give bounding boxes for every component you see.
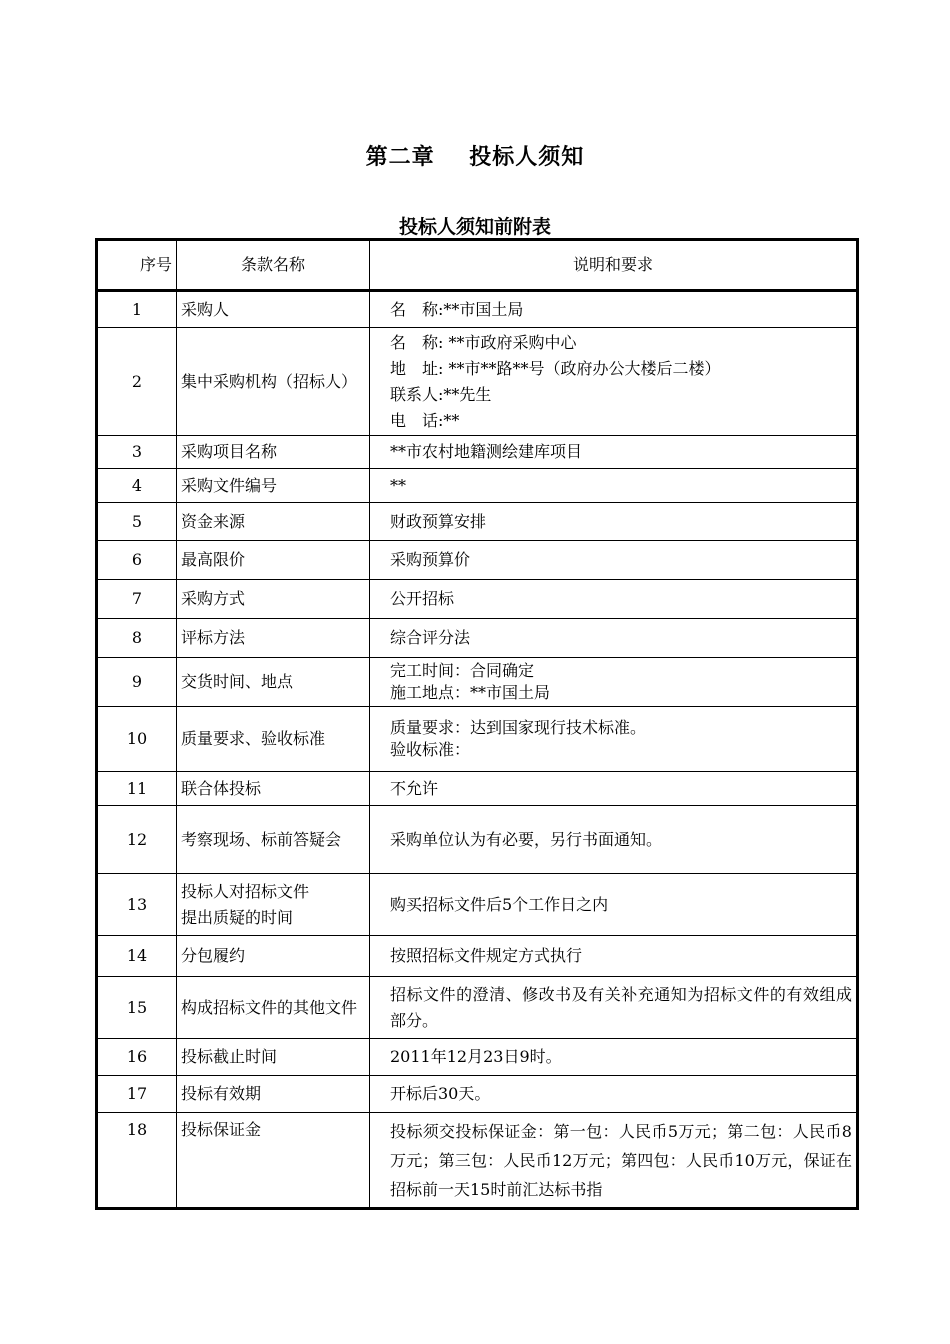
- description-line: 采购单位认为有必要，另行书面通知。: [390, 829, 663, 849]
- clause-description: [370, 806, 858, 874]
- description-line: 综合评分法: [390, 628, 471, 647]
- clause-name: 分包履约: [177, 936, 370, 977]
- clause-name: 采购项目名称: [177, 436, 370, 469]
- clause-name-line: 提出质疑的时间: [181, 907, 294, 927]
- row-number: 11: [97, 772, 177, 806]
- clause-description: [370, 1076, 858, 1113]
- description-line: 购买招标文件后5个工作日之内: [390, 894, 609, 914]
- description-text: 投标须交投标保证金：第一包：人民币5万元；第二包：人民币8万元；第三包：人民币12万元；第四包：人民币10万元，保证在招标前一天15时前汇达标书指: [390, 1122, 852, 1199]
- table-row: [97, 469, 858, 503]
- bidder-instructions-table: [95, 238, 859, 1210]
- clause-name: 采购方式: [177, 580, 370, 619]
- clause-name: 采购文件编号: [177, 469, 370, 503]
- row-number: 12: [97, 806, 177, 874]
- row-number: 17: [97, 1076, 177, 1113]
- row-number: 5: [97, 503, 177, 541]
- row-number: 15: [97, 977, 177, 1039]
- clause-description: [370, 328, 858, 436]
- clause-name-text: 集中采购机构（招标人）: [181, 371, 358, 391]
- table-row: [97, 1076, 858, 1113]
- clause-name: 采购人: [177, 291, 370, 328]
- description-line: 不允许: [390, 778, 439, 798]
- row-number: 4: [97, 469, 177, 503]
- table-row: [97, 436, 858, 469]
- description-line: 名 称: **市政府采购中心: [390, 332, 577, 352]
- clause-name: [177, 874, 370, 936]
- row-number: 14: [97, 936, 177, 977]
- clause-name: [177, 977, 370, 1039]
- header-no: 序号: [97, 240, 177, 291]
- table-row: [97, 772, 858, 806]
- row-number: 8: [97, 619, 177, 658]
- row-number: 10: [97, 707, 177, 772]
- description-line: 开标后30天。: [390, 1084, 491, 1103]
- clause-description: [370, 1113, 858, 1209]
- table-row: [97, 874, 858, 936]
- clause-description: [370, 469, 858, 503]
- description-line: 联系人:**先生: [390, 384, 492, 404]
- table-row: [97, 328, 858, 436]
- clause-name: 资金来源: [177, 503, 370, 541]
- clause-name-text: 考察现场、标前答疑会: [181, 829, 342, 849]
- clause-name: 投标有效期: [177, 1076, 370, 1113]
- header-desc: 说明和要求: [370, 240, 858, 291]
- description-line: 地 址: **市**路**号（政府办公大楼后二楼）: [390, 358, 721, 378]
- clause-description: [370, 541, 858, 580]
- header-name: 条款名称: [177, 240, 370, 291]
- description-line: 公开招标: [390, 589, 455, 608]
- clause-description: [370, 658, 858, 707]
- table-row: [97, 1039, 858, 1076]
- row-number: 16: [97, 1039, 177, 1076]
- row-number: 9: [97, 658, 177, 707]
- table-row: [97, 619, 858, 658]
- clause-description: [370, 707, 858, 772]
- table-row: [97, 291, 858, 328]
- description-line: 名 称:**市国土局: [390, 299, 524, 319]
- table-row: [97, 1113, 858, 1209]
- clause-name: 评标方法: [177, 619, 370, 658]
- chapter-title: 第二章 投标人须知: [365, 145, 585, 170]
- table-row: [97, 977, 858, 1039]
- description-line: 2011年12月23日9时。: [390, 1047, 562, 1066]
- table-row: [97, 936, 858, 977]
- clause-description: [370, 936, 858, 977]
- clause-description: [370, 436, 858, 469]
- description-line: 采购预算价: [390, 550, 471, 569]
- clause-description: [370, 503, 858, 541]
- row-number: 7: [97, 580, 177, 619]
- description-line: 完工时间：合同确定: [390, 661, 535, 680]
- description-line: **: [390, 475, 406, 495]
- row-number: 18: [97, 1113, 177, 1209]
- table-row: [97, 541, 858, 580]
- clause-name: [177, 328, 370, 436]
- clause-description: [370, 772, 858, 806]
- row-number: 13: [97, 874, 177, 936]
- clause-description: [370, 977, 858, 1039]
- clause-description: [370, 580, 858, 619]
- description-line: 电 话:**: [390, 410, 460, 430]
- table-row: [97, 580, 858, 619]
- row-number: 2: [97, 328, 177, 436]
- description-line: **市农村地籍测绘建库项目: [390, 442, 583, 461]
- clause-name: 交货时间、地点: [177, 658, 370, 707]
- table-header-row: [97, 240, 858, 291]
- description-line: 按照招标文件规定方式执行: [390, 946, 583, 965]
- row-number: 3: [97, 436, 177, 469]
- row-number: 6: [97, 541, 177, 580]
- description-line: 施工地点：**市国土局: [390, 683, 551, 702]
- description-line: 验收标准：: [390, 740, 471, 759]
- clause-name: 最高限价: [177, 541, 370, 580]
- table-row: [97, 707, 858, 772]
- clause-description: [370, 291, 858, 328]
- table-title: 投标人须知前附表: [398, 216, 551, 238]
- description-line: 财政预算安排: [390, 511, 487, 531]
- clause-name: 质量要求、验收标准: [177, 707, 370, 772]
- table-row: [97, 806, 858, 874]
- clause-name-line: 投标人对招标文件: [181, 881, 310, 901]
- clause-name-text: 构成招标文件的其他文件: [181, 997, 358, 1017]
- clause-description: [370, 1039, 858, 1076]
- clause-name: [177, 806, 370, 874]
- clause-name: 投标保证金: [177, 1113, 370, 1209]
- row-number: 1: [97, 291, 177, 328]
- clause-name: 联合体投标: [177, 772, 370, 806]
- description-text: 招标文件的澄清、修改书及有关补充通知为招标文件的有效组成部分。: [390, 984, 852, 1030]
- table-row: [97, 658, 858, 707]
- description-line: 质量要求：达到国家现行技术标准。: [390, 718, 647, 737]
- clause-description: [370, 619, 858, 658]
- clause-name: 投标截止时间: [177, 1039, 370, 1076]
- table-row: [97, 503, 858, 541]
- clause-description: [370, 874, 858, 936]
